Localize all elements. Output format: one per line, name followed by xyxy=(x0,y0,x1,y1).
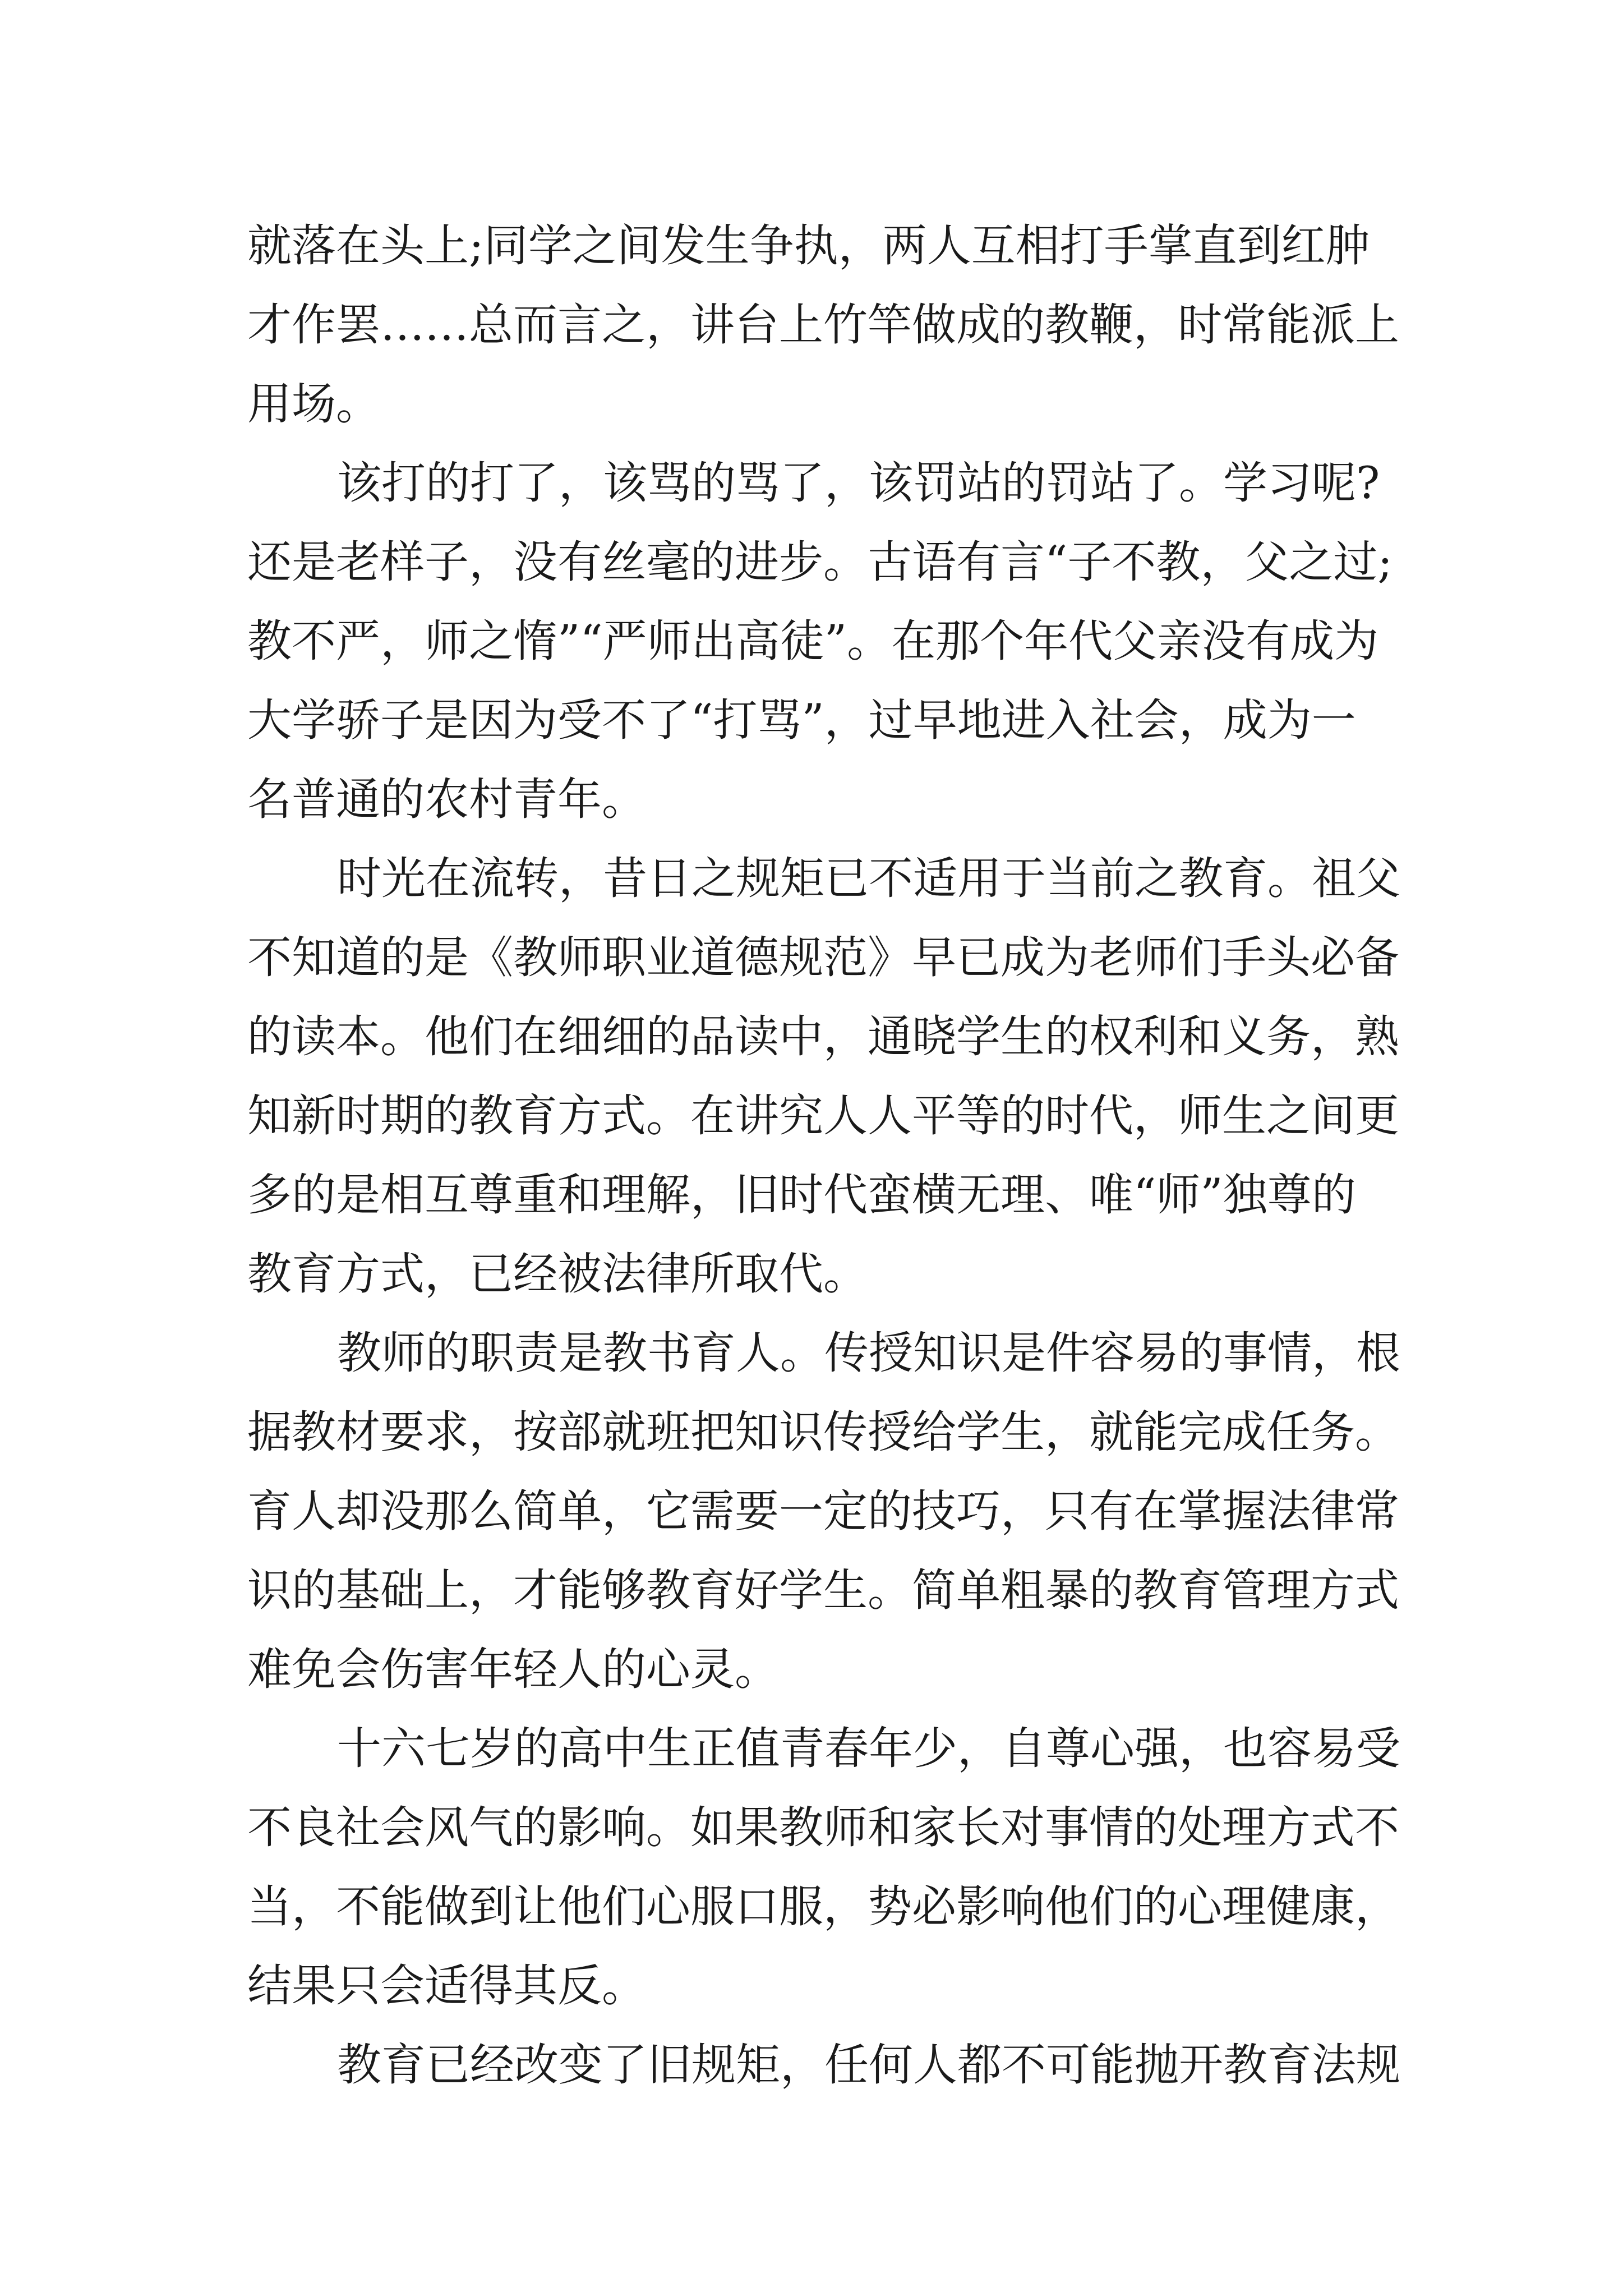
text-line: 该打的打了，该骂的骂了，该罚站的罚站了。学习呢? xyxy=(337,457,1380,509)
paragraph xyxy=(247,2026,1414,2105)
text-line: 当，不能做到让他们心服口服，势必影响他们的心理健康， xyxy=(247,1881,1399,1932)
text-line: 名普通的农村青年。 xyxy=(247,774,646,825)
text-line: 教育方式，已经被法律所取代。 xyxy=(247,1248,868,1300)
paragraph xyxy=(247,839,1414,1314)
text-line: 就落在头上;同学之间发生争执，两人互相打手掌直到红肿 xyxy=(247,220,1370,272)
paragraph xyxy=(247,444,1414,839)
text-line: 识的基础上，才能够教育好学生。简单粗暴的教育管理方式 xyxy=(247,1565,1399,1616)
document-body xyxy=(247,206,1414,2105)
text-line: 难免会伤害年轻人的心灵。 xyxy=(247,1644,779,1695)
paragraph xyxy=(247,1709,1414,2026)
paragraph xyxy=(247,1314,1414,1709)
text-line: 据教材要求，按部就班把知识传授给学生，就能完成任务。 xyxy=(247,1406,1399,1458)
text-line: 的读本。他们在细细的品读中，通晓学生的权利和义务，熟 xyxy=(247,1011,1399,1062)
text-line: 大学骄子是因为受不了“打骂”，过早地进入社会，成为一 xyxy=(247,694,1356,746)
text-line: 不知道的是《教师职业道德规范》早已成为老师们手头必备 xyxy=(247,932,1399,983)
text-line: 教师的职责是教书育人。传授知识是件容易的事情，根 xyxy=(337,1327,1400,1379)
text-line: 时光在流转，昔日之规矩已不适用于当前之教育。祖父 xyxy=(337,853,1400,904)
text-line: 用场。 xyxy=(247,378,380,430)
text-line: 知新时期的教育方式。在讲究人人平等的时代，师生之间更 xyxy=(247,1090,1399,1142)
text-line: 育人却没那么简单，它需要一定的技巧，只有在掌握法律常 xyxy=(247,1485,1399,1537)
text-line: 才作罢……总而言之，讲台上竹竿做成的教鞭，时常能派上 xyxy=(247,299,1399,351)
text-line: 多的是相互尊重和理解，旧时代蛮横无理、唯“师”独尊的 xyxy=(247,1169,1356,1221)
text-line: 教育已经改变了旧规矩，任何人都不可能抛开教育法规 xyxy=(337,2039,1400,2091)
paragraph xyxy=(247,206,1414,444)
text-line: 不良社会风气的影响。如果教师和家长对事情的处理方式不 xyxy=(247,1802,1399,1853)
text-line: 十六七岁的高中生正值青春年少，自尊心强，也容易受 xyxy=(337,1723,1400,1774)
text-line: 教不严，师之惰”“严师出高徒”。在那个年代父亲没有成为 xyxy=(247,615,1379,667)
text-line: 还是老样子，没有丝毫的进步。古语有言“子不教，父之过; xyxy=(247,536,1393,588)
text-line: 结果只会适得其反。 xyxy=(247,1960,646,2012)
